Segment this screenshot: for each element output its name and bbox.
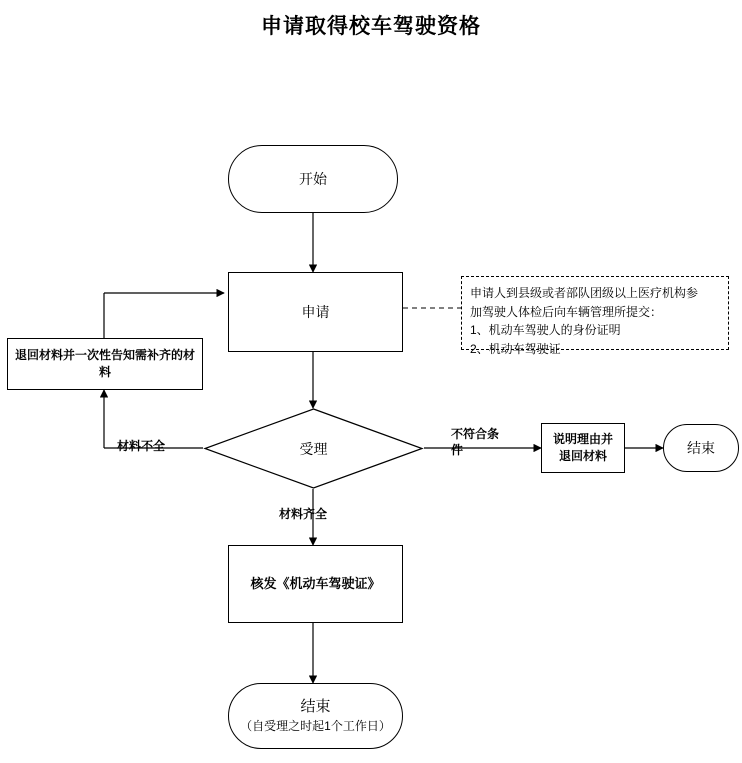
node-explain-return xyxy=(541,423,625,473)
edge-label-not-qualified-line-1: 不符合条 xyxy=(451,427,500,441)
note-required-documents xyxy=(461,276,729,356)
edge-label-incomplete: 材料不全 xyxy=(117,439,166,453)
node-start-label: 开始 xyxy=(299,170,327,187)
node-review-label: 受理 xyxy=(299,440,328,457)
note-line-1: 申请人到县级或者部队团级以上医疗机构参 xyxy=(470,286,699,300)
node-explain-return-line-2: 退回材料 xyxy=(558,449,607,463)
node-end-main-line-2: （自受理之时起1个工作日） xyxy=(240,719,391,734)
node-end-main-line-1: 结束 xyxy=(300,698,331,716)
edge-label-complete: 材料齐全 xyxy=(279,507,328,521)
note-line-4: 2、机动车驾驶证 xyxy=(470,341,561,356)
node-start xyxy=(228,145,398,213)
node-issue-license-label: 核发《机动车驾驶证》 xyxy=(250,575,381,591)
node-end-side xyxy=(663,424,739,472)
node-end-side-label: 结束 xyxy=(687,439,715,456)
node-review-decision xyxy=(203,408,424,489)
node-apply-label: 申请 xyxy=(301,303,330,320)
note-line-2: 加驾驶人体检后向车辆管理所提交： xyxy=(470,304,663,319)
node-return-material-label: 退回材料并一次性告知需补齐的材料 xyxy=(14,348,195,379)
node-apply xyxy=(228,272,403,352)
node-end-main xyxy=(228,683,403,749)
page-title: 申请取得校车驾驶资格 xyxy=(261,15,481,38)
node-issue-license xyxy=(228,545,403,623)
node-explain-return-line-1: 说明理由并 xyxy=(552,432,613,447)
node-return-material xyxy=(7,338,203,390)
edge-label-not-qualified xyxy=(451,426,511,458)
note-line-3: 1、机动车驾驶人的身份证明 xyxy=(470,323,621,338)
edge-label-not-qualified-line-2: 件 xyxy=(451,443,464,458)
